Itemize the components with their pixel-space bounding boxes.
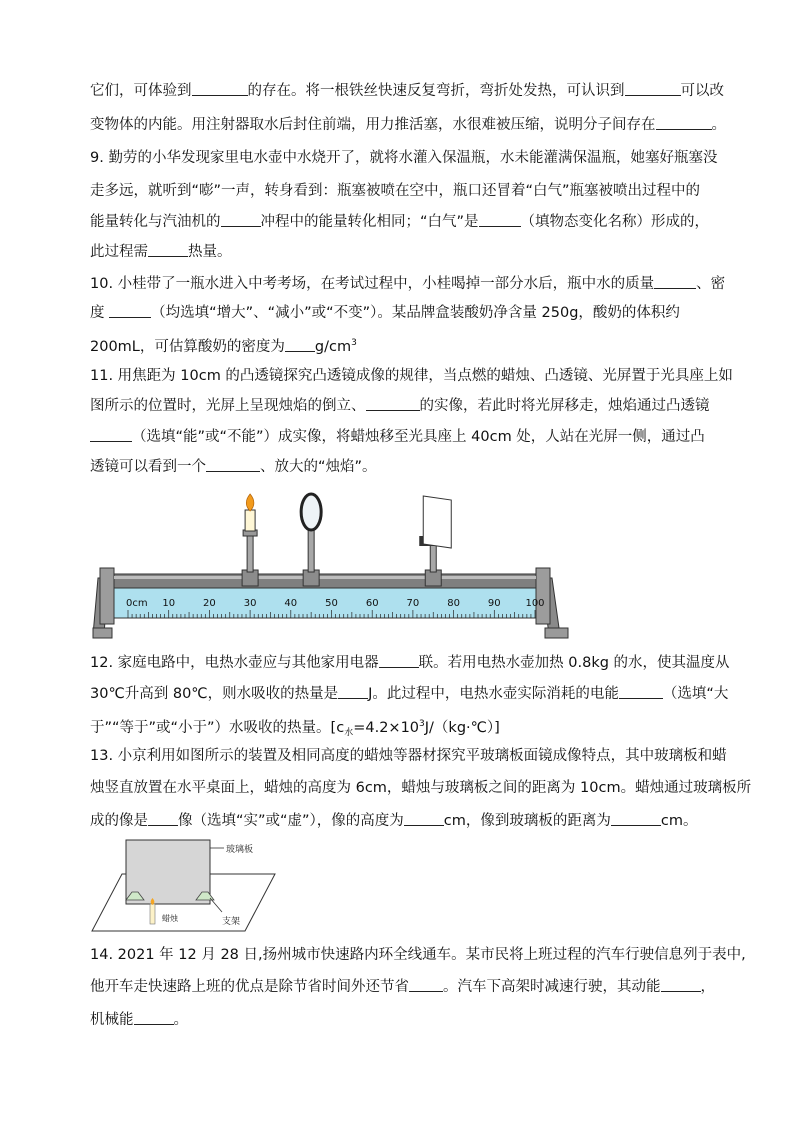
q11-line-3: （选填“能”或“不能”）成实像，将蜡烛移至光具座上 40cm 处，人站在光屏一侧，通过凸 <box>90 427 705 447</box>
answer-blank[interactable] <box>611 811 661 826</box>
q13-line-2: 烛竖直放置在水平桌面上，蜡烛的高度为 6cm，蜡烛与玻璃板之间的距离为 10cm。蜡烛通过玻璃板所 <box>90 780 752 796</box>
bench-rail-highlight <box>114 576 536 579</box>
answer-blank[interactable] <box>148 242 188 257</box>
bench-right-cap <box>536 568 550 624</box>
q11-line-1: 11. 用焦距为 10cm 的凸透镜探究凸透镜成像的规律，当点燃的蜡烛、凸透镜、光屏置于光具座上如 <box>90 368 733 384</box>
q11-line-4: 透镜可以看到一个 、放大的“烛焰”。 <box>90 459 377 475</box>
candle-label: 蜡烛 <box>162 914 178 923</box>
q9-line-1: 9. 勤劳的小华发现家里电水壶中水烧开了，就将水灌入保温瓶，水未能灌满保温瓶，她塞好瓶塞没 <box>90 150 718 166</box>
answer-blank[interactable] <box>90 427 132 442</box>
q11-line-2: 图所示的位置时，光屏上呈现烛焰的倒立、 的实像，若此时将光屏移走，烛焰通过凸透镜 <box>90 398 710 414</box>
q12-line-2: 30℃升高到 80℃，则水吸收的热量是 J。此过程中，电热水壶实际消耗的电能 （选填“大 <box>90 686 729 702</box>
bench-right-leg-foot <box>545 628 568 638</box>
glass-label: 玻璃板 <box>226 845 254 855</box>
q13-line-3: 成的像是 像（选填“实”或“虚”），像的高度为 cm，像到玻璃板的距离为 cm。 <box>90 813 698 829</box>
q9-line-2: 走多远，就听到“嘭”一声，转身看到：瓶塞被喷在空中，瓶口还冒着“白气”瓶塞被喷出过程中的 <box>90 183 701 199</box>
answer-blank[interactable] <box>221 212 261 227</box>
scale-label: 80 <box>447 598 460 609</box>
scale-label: 40 <box>284 598 298 609</box>
light-screen <box>421 496 451 586</box>
scale-label: 10 <box>162 598 176 609</box>
answer-blank[interactable] <box>625 81 681 96</box>
q12-line-3: 于”“等于”或“小于”）水吸收的热量。$[c_水=4.2\times 10^3J/(kg\cdot℃)]$ <box>90 719 500 738</box>
scale-label: 90 <box>487 598 501 609</box>
answer-blank[interactable] <box>404 811 444 826</box>
answer-blank[interactable] <box>148 811 178 826</box>
answer-blank[interactable] <box>338 684 368 699</box>
q10-line-3: 200mL，可估算酸奶的密度为 $g/cm^3$ <box>90 338 357 355</box>
answer-blank[interactable] <box>654 274 696 289</box>
q9-line-3: 能量转化与汽油机的 冲程中的能量转化相同；“白气”是 （填物态变化名称）形成的， <box>90 214 710 230</box>
candle-small <box>150 904 155 924</box>
answer-blank[interactable] <box>285 337 315 352</box>
scale-label: 0cm <box>126 598 148 609</box>
answer-blank[interactable] <box>379 653 419 668</box>
q9-line-4: 此过程需 热量。 <box>90 244 232 260</box>
scale-label: 60 <box>365 598 379 609</box>
q10-line-1: 10. 小桂带了一瓶水进入中考考场，在考试过程中，小桂喝掉一部分水后，瓶中水的质量 、密 <box>90 276 726 292</box>
answer-blank[interactable] <box>134 1010 174 1025</box>
flame-icon <box>246 494 254 511</box>
answer-blank[interactable] <box>109 303 151 318</box>
plane-mirror-figure <box>88 836 278 936</box>
bench-left-leg-foot <box>93 628 112 638</box>
answer-blank[interactable] <box>206 457 260 472</box>
answer-blank[interactable] <box>192 81 248 96</box>
answer-blank[interactable] <box>409 977 443 992</box>
q8-line-1: 它们，可体验到 的存在。将一根铁丝快速反复弯折，弯折处发热，可认识到 可以改 <box>90 83 724 99</box>
q13-line-1: 13. 小京利用如图所示的装置及相同高度的蜡烛等器材探究平玻璃板面镜成像特点，其中玻璃板和蜡 <box>90 748 727 764</box>
q14-line-3: 机械能 。 <box>90 1012 188 1028</box>
optical-bench-figure <box>90 490 580 640</box>
q8-line-2: 变物体的内能。用注射器取水后封住前端，用力推活塞，水很难被压缩，说明分子间存在 。 <box>90 117 726 133</box>
scale-label: 30 <box>243 598 257 609</box>
bench-left-cap <box>100 568 114 624</box>
q14-line-1: 14. 2021 年 12 月 28 日,扬州城市快速路内环全线通车。某市民将上班过程的汽车行驶信息列于表中, <box>90 947 746 963</box>
q10-line-2: 度 （均选填“增大”、“减小”或“不变”）。某品牌盒装酸奶净含量 250g，酸奶的体积约 <box>90 305 680 321</box>
scale-label: 20 <box>203 598 216 609</box>
q14-line-2: 他开车走快速路上班的优点是除节省时间外还节省 。汽车下高架时减速行驶，其动能 ， <box>90 979 715 995</box>
stand-label: 支架 <box>222 917 241 927</box>
answer-blank[interactable] <box>479 212 521 227</box>
answer-blank[interactable] <box>619 684 663 699</box>
answer-blank[interactable] <box>366 396 420 411</box>
candle <box>242 494 258 586</box>
answer-blank[interactable] <box>656 115 712 130</box>
convex-lens <box>301 494 321 586</box>
scale-label: 100 <box>525 598 545 609</box>
q12-line-1: 12. 家庭电路中，电热水壶应与其他家用电器 联。若用电热水壶加热 0.8kg 的水，使其温度从 <box>90 655 730 671</box>
answer-blank[interactable] <box>661 977 701 992</box>
scale-label: 50 <box>325 598 338 609</box>
scale-label: 70 <box>406 598 420 609</box>
